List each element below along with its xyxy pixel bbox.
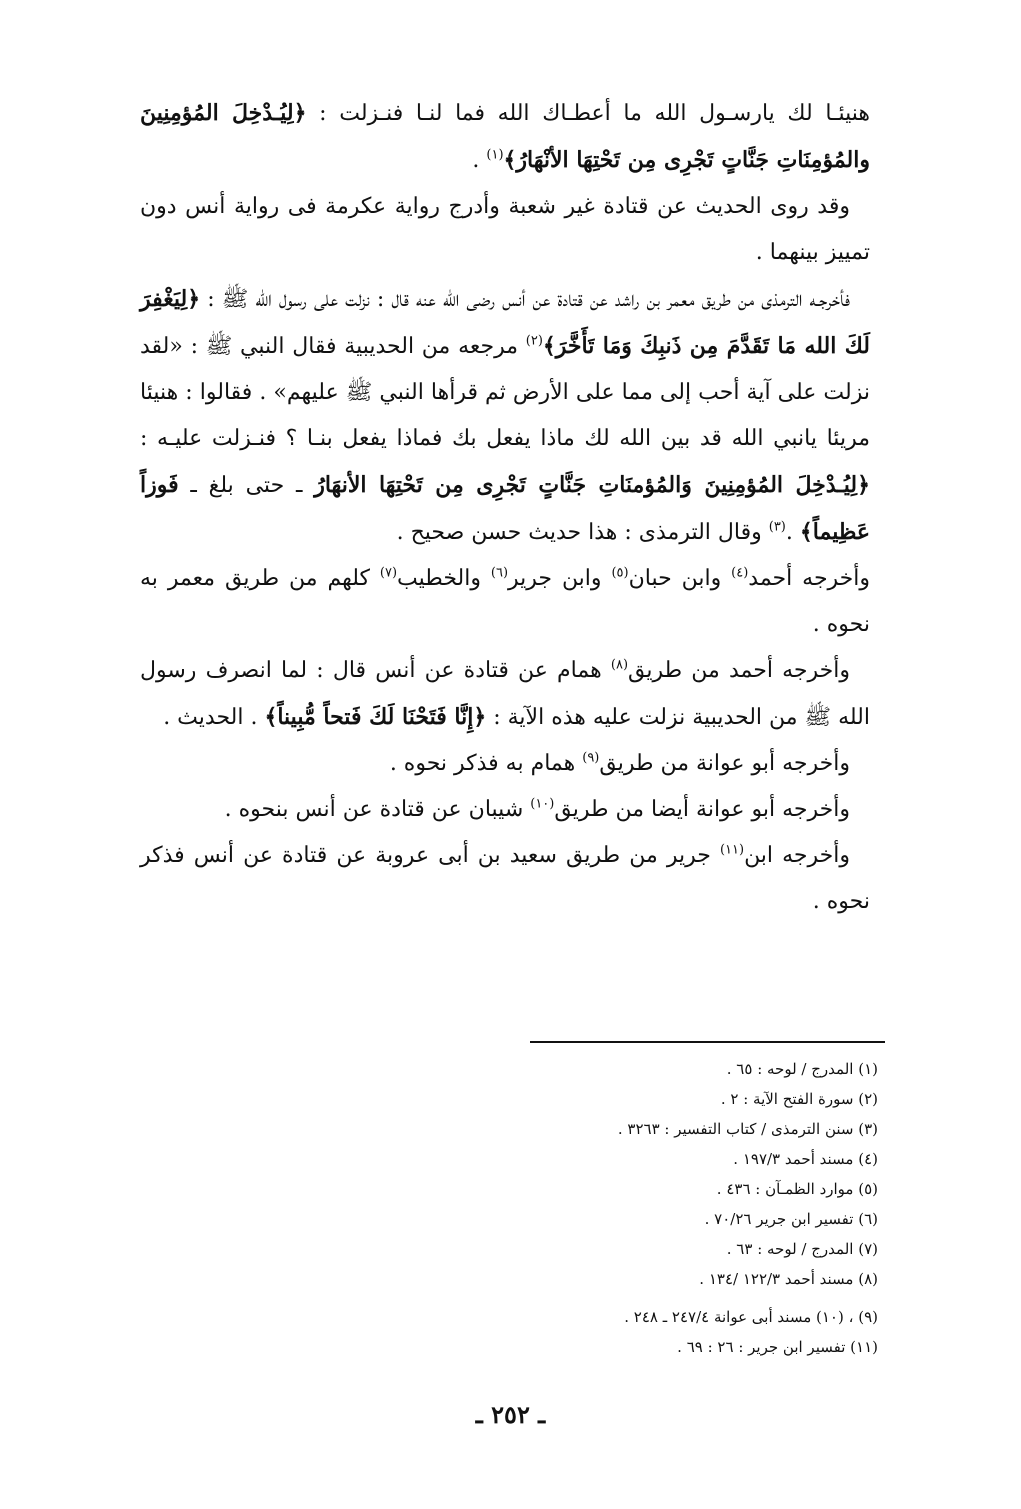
text-run: كلهم من طريق معمر به نحوه .	[140, 566, 870, 637]
text-run: وأخرجه أحمد	[748, 566, 871, 591]
footnote-ref: (٨)	[610, 657, 629, 673]
text-run: هنيئـا لك يارسـول الله ما أعطـاك الله فما لنـا فنـزلت :	[306, 101, 870, 126]
text-run: .	[472, 148, 487, 173]
main-text	[140, 90, 870, 925]
text-run: وأخرجه أبو عوانة أيضا من طريق	[554, 797, 850, 822]
paragraph	[140, 787, 870, 833]
text-run: وقد روى الحديث عن قتادة غير شعبة وأدرج رواية عكرمة فى رواية أنس دون تمييز بينهما .	[140, 194, 870, 265]
footnote: (٣) سنن الترمذى / كتاب التفسير : ٣٢٦٣ .	[617, 1120, 878, 1138]
text-run: فأخرجـه الترمذى من طريق معمر بن راشد عن قتادة عن أنس رضى الله عنه قال : نزلت على رسول الله ﷺ :	[200, 287, 850, 312]
text-run: وأخرجه أبو عوانة من طريق	[599, 751, 850, 776]
footnote: (١١) تفسير ابن جرير : ٢٦ : ٦٩ .	[677, 1338, 878, 1356]
text-run: وابن جرير	[508, 566, 612, 591]
paragraph	[140, 648, 870, 741]
text-run: وأخرجه أحمد من طريق	[628, 658, 850, 683]
footnote-ref: (١)	[486, 147, 504, 163]
paragraph	[140, 741, 870, 787]
text-run: وابن حبان	[628, 566, 732, 591]
quran-quote: ﴿لِيُـدْخِلَ المُؤمِنِينَ وَالمُؤمنَاتِ جَنَّاتٍ تَجْرِى مِن تَحْتِهَا الأنهَارُ	[314, 472, 871, 498]
text-run: وأخرجه ابن	[744, 843, 850, 868]
text-run: شيبان عن قتادة عن أنس بنحوه .	[224, 797, 531, 822]
quran-quote: ﴿إِنَّا فَتَحْنَا لَكَ فَتحاً مُّبِيناً﴾	[264, 704, 487, 730]
footnote-ref: (٩)	[582, 750, 600, 766]
text-run: همام به فذكر نحوه .	[389, 751, 583, 776]
paragraph	[140, 276, 870, 556]
paragraph	[140, 556, 870, 648]
page-number: ـ ٢٥٢ ـ	[475, 1400, 546, 1429]
text-run: والخطيب	[397, 566, 491, 591]
quran-quote: ﴿لِيَغْفِرَ لَكَ الله مَا تَقَدَّمَ مِن ذَنبِكَ وَمَا تَأَخَّرَ﴾	[140, 286, 870, 359]
footnote-ref: (٧)	[379, 565, 398, 581]
footnote: (٦) تفسير ابن جرير ٧٠/٢٦ .	[704, 1210, 878, 1228]
footnote: (٧) المدرج / لوحه : ٦٣ .	[726, 1240, 878, 1258]
footnote-ref: (٤)	[731, 565, 749, 581]
text-run: . الحديث .	[163, 705, 265, 730]
footnote-ref: (٥)	[611, 565, 629, 581]
footnote: (٢) سورة الفتح الآية : ٢ .	[720, 1090, 878, 1108]
footnote-ref: (٣)	[768, 519, 786, 535]
paragraph	[140, 184, 870, 276]
footnote-ref: (٢)	[525, 333, 543, 349]
quran-quote: فَوزاً عَظِيماً﴾	[140, 472, 870, 545]
footnote: (٨) مسند أحمد ١٢٢/٣ /١٣٤ .	[699, 1270, 878, 1288]
quran-quote: ﴿لِيُـدْخِلَ المُؤمِنِينَ والمُؤمِنَاتِ جَنَّاتٍ تَجْرِى مِن تَحْتِهَا الأنْهَارُ﴾	[140, 100, 870, 173]
text-run: جرير من طريق سعيد بن أبى عروبة عن قتادة عن أنس فذكر نحوه .	[140, 843, 870, 914]
footnote-ref: (٦)	[490, 565, 509, 581]
text-run: مرجعه من الحديبية فقال النبي ﷺ : «لقد نزلت على آية أحب إلى مما على الأرض ثم قرأها النبي ﷺ عليهم» . فقالوا : هنيئا مريئا يانبي الله قد بين الله لك ماذا يفعل بك فماذا يفعل بنـا ؟ فنـزلت عليـه :	[140, 334, 870, 451]
paragraph	[140, 90, 870, 184]
paragraph	[140, 833, 870, 925]
text-run: ـ حتى بلغ ـ	[178, 473, 315, 498]
footnote-separator	[530, 1041, 885, 1043]
footnote-ref: (١٠)	[530, 796, 555, 812]
text-run: همام عن قتادة عن أنس قال : لما انصرف رسول الله ﷺ من الحديبية نزلت عليه هذه الآية :	[140, 658, 870, 730]
footnote: (٥) موارد الظمـآن : ٤٣٦ .	[716, 1180, 878, 1198]
footnotes	[520, 1054, 878, 1362]
footnote: (٤) مسند أحمد ١٩٧/٣ .	[733, 1150, 878, 1168]
text-run: .	[785, 520, 800, 545]
text-run: وقال الترمذى : هذا حديث حسن صحيح .	[396, 520, 769, 545]
footnote: (١) المدرج / لوحه : ٦٥ .	[726, 1060, 878, 1078]
footnote: (٩) ، (١٠) مسند أبى عوانة ٢٤٧/٤ ـ ٢٤٨ .	[624, 1308, 878, 1326]
footnote-ref: (١١)	[719, 842, 745, 858]
